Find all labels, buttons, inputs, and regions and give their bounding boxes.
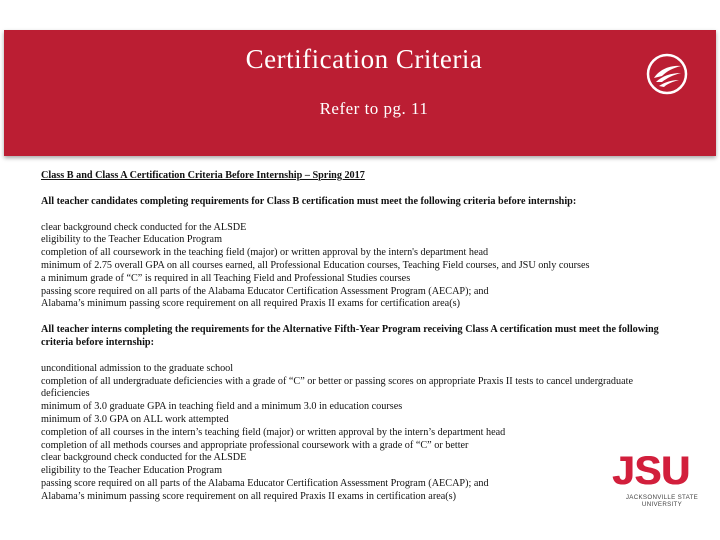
criteria-item: passing score required on all parts of the Alabama Educator Certification Assessment Program (AECAP); and [41, 477, 489, 489]
slide-title: Certification Criteria [245, 44, 483, 74]
jsu-logo-text: JSU [612, 449, 690, 493]
gamecock-emblem-icon [645, 52, 689, 96]
class-b-intro: All teacher candidates completing requirements for Class B certification must meet the following criteria before internship: [41, 195, 577, 207]
criteria-item: clear background check conducted for the ALSDE [41, 452, 247, 464]
criteria-item: passing score required on all parts of the Alabama Educator Certification Assessment Program (AECAP); and [41, 285, 489, 297]
criteria-item: completion of all coursework in the teaching field (major) or written approval by the intern's department head [41, 247, 489, 259]
criteria-item: Alabama’s minimum passing score requirement on all required Praxis II exams for certification area(s) [41, 298, 460, 310]
criteria-item: eligibility to the Teacher Education Program [41, 234, 223, 246]
jsu-logo-subtext: JACKSONVILLE STATE UNIVERSITY [625, 494, 699, 508]
criteria-item: Alabama’s minimum passing score requirement on all required Praxis II exams in certification area(s) [41, 490, 457, 502]
jsu-logo [612, 450, 712, 510]
criteria-item: minimum of 2.75 overall GPA on all courses earned, all Professional Education courses, Teaching Field courses, and JSU only courses [41, 259, 590, 271]
class-a-criteria-list [41, 363, 681, 504]
title-banner [4, 30, 716, 156]
class-a-intro: All teacher interns completing the requirements for the Alternative Fifth-Year Program receiving Class A certification must meet the following criteria before internship: [41, 324, 659, 348]
criteria-item: eligibility to the Teacher Education Program [41, 465, 223, 477]
criteria-item: a minimum grade of “C” is required in all Teaching Field and Professional Studies courses [41, 272, 411, 284]
criteria-item: minimum of 3.0 GPA on ALL work attempted [41, 413, 229, 425]
criteria-item: minimum of 3.0 graduate GPA in teaching field and a minimum 3.0 in education courses [41, 401, 403, 413]
slide-subtitle: Refer to pg. 11 [319, 99, 429, 118]
criteria-item: completion of all undergraduate deficiencies with a grade of “C” or better or passing scores on appropriate Praxis II tests to cancel undergraduate deficiencies [41, 375, 633, 400]
criteria-item: clear background check conducted for the ALSDE [41, 221, 247, 233]
criteria-heading: Class B and Class A Certification Criteria Before Internship – Spring 2017 [41, 170, 365, 181]
criteria-item: completion of all courses in the intern’s teaching field (major) or written approval by the intern’s department head [41, 426, 506, 438]
criteria-content [41, 170, 681, 504]
class-b-criteria-list [41, 222, 681, 312]
criteria-item: unconditional admission to the graduate school [41, 362, 234, 374]
criteria-item: completion of all methods courses and appropriate professional coursework with a grade of “C” or better [41, 439, 469, 451]
